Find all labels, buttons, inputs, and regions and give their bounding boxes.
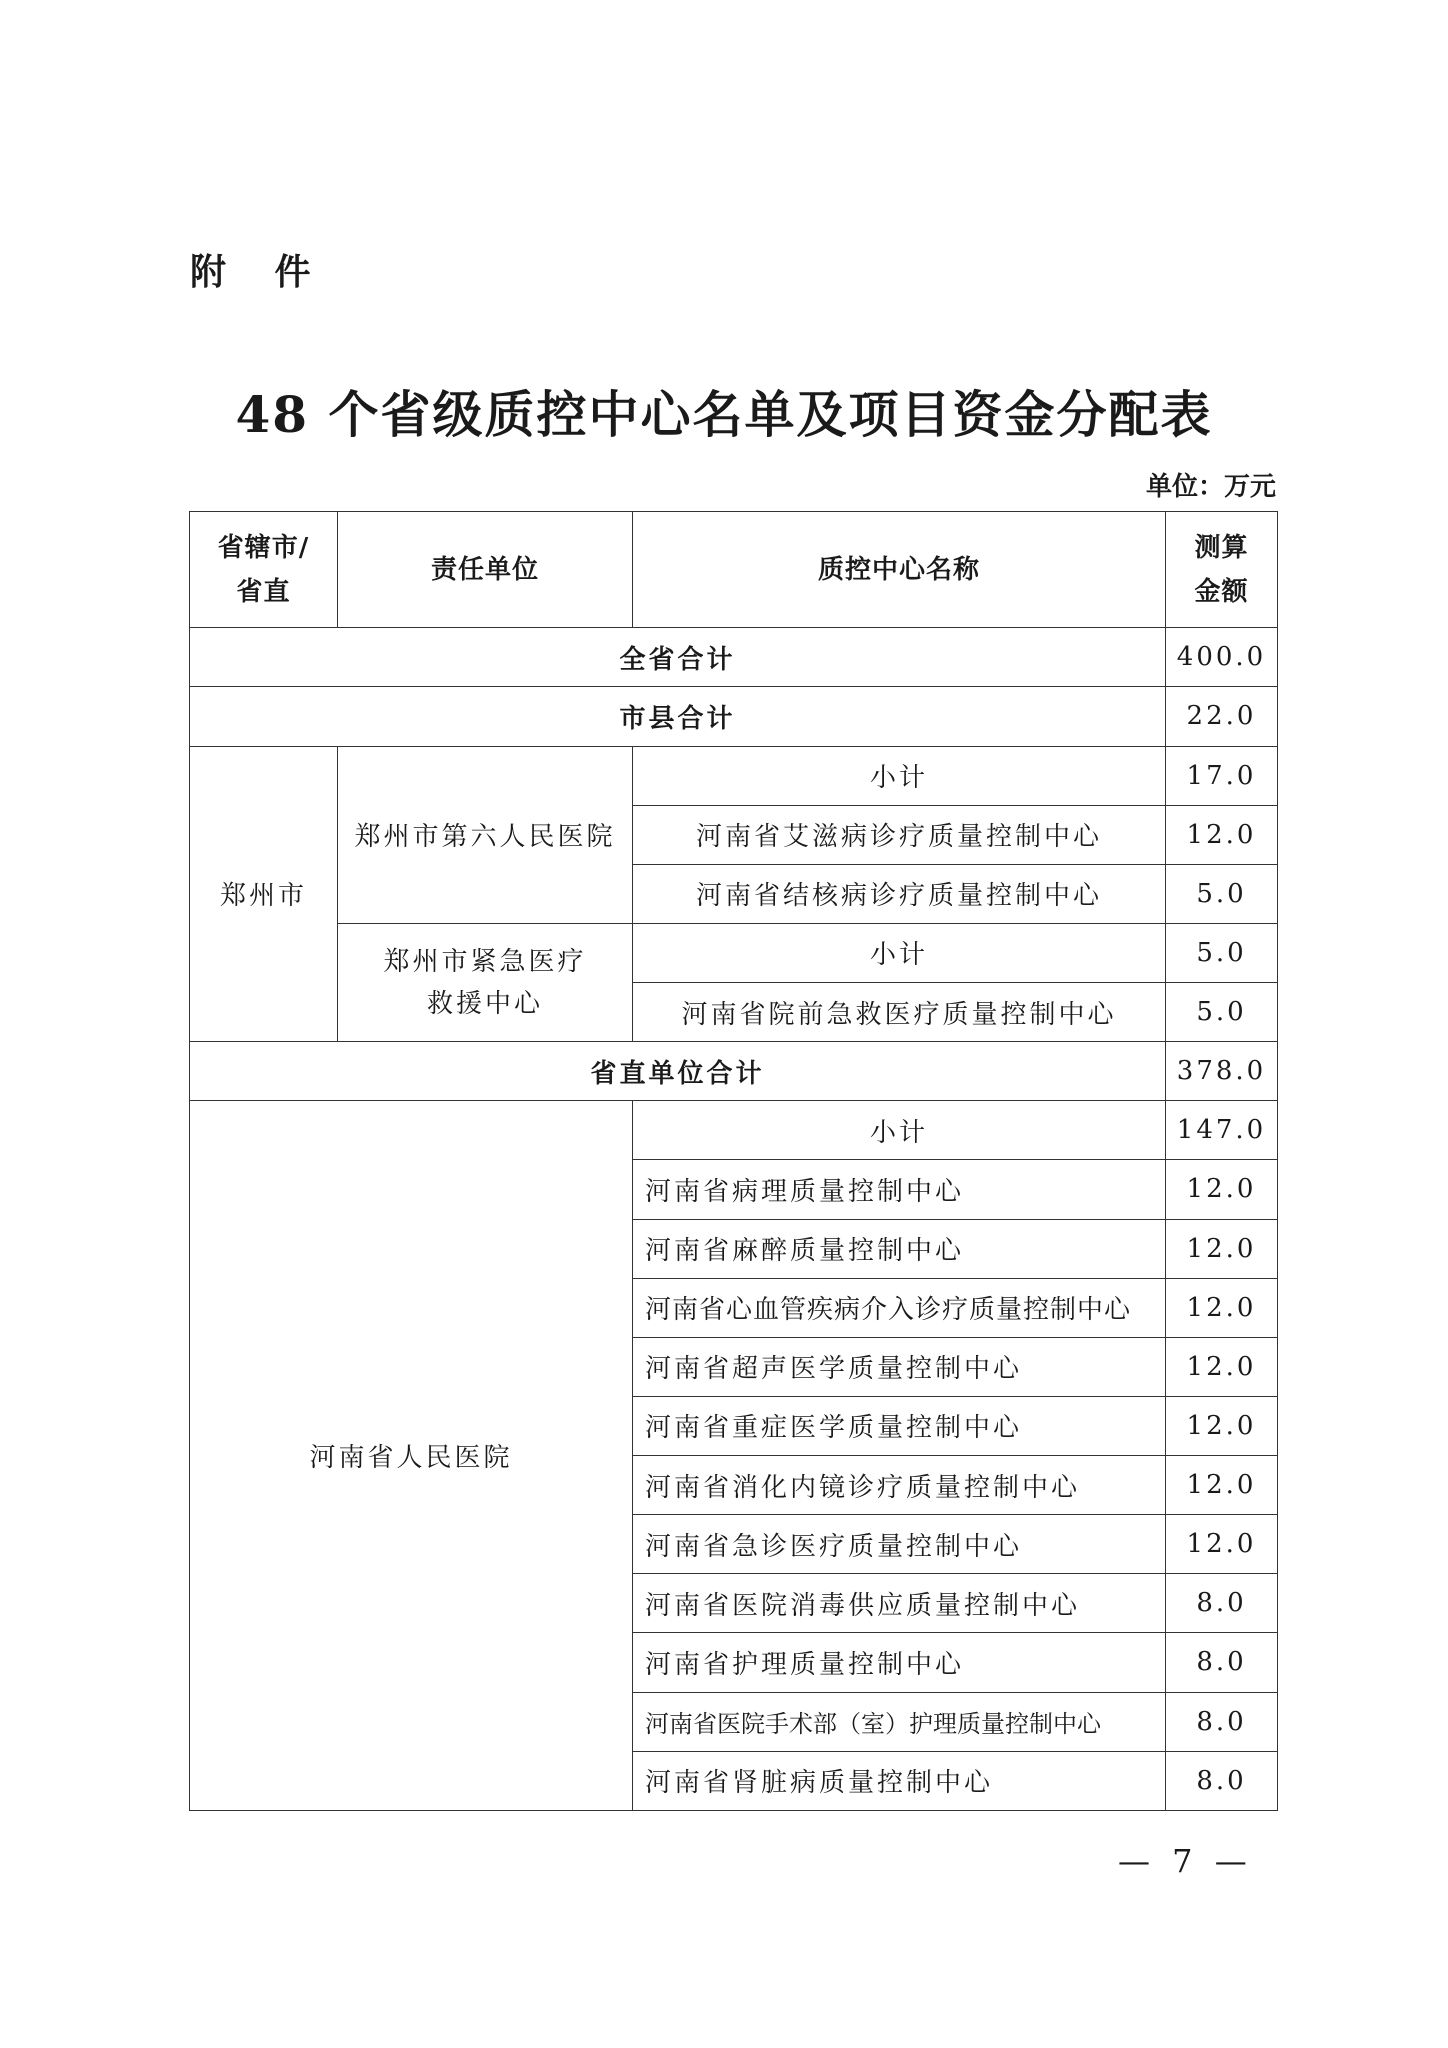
unit-label: 单位：万元 <box>1145 472 1276 502</box>
total-direct-row <box>190 1042 1278 1101</box>
table-row <box>190 923 1278 982</box>
document-title: 48 个省级质控中心名单及项目资金分配表 <box>235 385 1213 444</box>
header-amount: 测算 金额 <box>1166 512 1278 628</box>
subtotal-label: 小计 <box>633 923 1166 982</box>
table-row <box>190 1101 1278 1160</box>
total-province-label: 全省合计 <box>190 628 1166 687</box>
center-name: 河南省护理质量控制中心 <box>633 1633 1166 1692</box>
unit-zhengzhou-emergency: 郑州市紧急医疗 救援中心 <box>338 923 633 1041</box>
center-amount: 8.0 <box>1166 1574 1278 1633</box>
region-zhengzhou: 郑州市 <box>190 746 338 1042</box>
center-amount: 12.0 <box>1166 1456 1278 1515</box>
center-name: 河南省结核病诊疗质量控制中心 <box>633 864 1166 923</box>
center-name: 河南省消化内镜诊疗质量控制中心 <box>633 1456 1166 1515</box>
center-name: 河南省医院手术部（室）护理质量控制中心 <box>633 1692 1166 1751</box>
center-amount: 12.0 <box>1166 1396 1278 1455</box>
center-amount: 12.0 <box>1166 1219 1278 1278</box>
total-city-label: 市县合计 <box>190 687 1166 746</box>
header-center: 质控中心名称 <box>633 512 1166 628</box>
center-name: 河南省超声医学质量控制中心 <box>633 1337 1166 1396</box>
allocation-table <box>189 511 1278 1811</box>
center-name: 河南省病理质量控制中心 <box>633 1160 1166 1219</box>
header-region: 省辖市/ 省直 <box>190 512 338 628</box>
unit-zhengzhou-sixth: 郑州市第六人民医院 <box>338 746 633 923</box>
center-name: 河南省心血管疾病介入诊疗质量控制中心 <box>633 1278 1166 1337</box>
page-number: — 7 — <box>1118 1842 1253 1880</box>
center-name: 河南省艾滋病诊疗质量控制中心 <box>633 805 1166 864</box>
center-amount: 5.0 <box>1166 864 1278 923</box>
center-amount: 5.0 <box>1166 983 1278 1042</box>
center-amount: 12.0 <box>1166 1278 1278 1337</box>
total-direct-label: 省直单位合计 <box>190 1042 1166 1101</box>
subtotal-amount: 147.0 <box>1166 1101 1278 1160</box>
center-amount: 8.0 <box>1166 1633 1278 1692</box>
total-province-row <box>190 628 1278 687</box>
total-direct-amount: 378.0 <box>1166 1042 1278 1101</box>
total-city-amount: 22.0 <box>1166 687 1278 746</box>
table-header-row <box>190 512 1278 628</box>
unit-henan-peoples-hospital: 河南省人民医院 <box>190 1101 633 1811</box>
center-name: 河南省麻醉质量控制中心 <box>633 1219 1166 1278</box>
center-name: 河南省重症医学质量控制中心 <box>633 1396 1166 1455</box>
center-name: 河南省医院消毒供应质量控制中心 <box>633 1574 1166 1633</box>
center-amount: 8.0 <box>1166 1692 1278 1751</box>
center-name: 河南省院前急救医疗质量控制中心 <box>633 983 1166 1042</box>
center-amount: 8.0 <box>1166 1751 1278 1810</box>
subtotal-label: 小计 <box>633 1101 1166 1160</box>
attachment-label: 附 件 <box>190 252 329 293</box>
center-amount: 12.0 <box>1166 1515 1278 1574</box>
center-amount: 12.0 <box>1166 1160 1278 1219</box>
subtotal-label: 小计 <box>633 746 1166 805</box>
total-city-row <box>190 687 1278 746</box>
total-province-amount: 400.0 <box>1166 628 1278 687</box>
center-amount: 12.0 <box>1166 1337 1278 1396</box>
center-name: 河南省肾脏病质量控制中心 <box>633 1751 1166 1810</box>
table-row <box>190 746 1278 805</box>
center-name: 河南省急诊医疗质量控制中心 <box>633 1515 1166 1574</box>
subtotal-amount: 5.0 <box>1166 923 1278 982</box>
center-amount: 12.0 <box>1166 805 1278 864</box>
header-unit: 责任单位 <box>338 512 633 628</box>
subtotal-amount: 17.0 <box>1166 746 1278 805</box>
